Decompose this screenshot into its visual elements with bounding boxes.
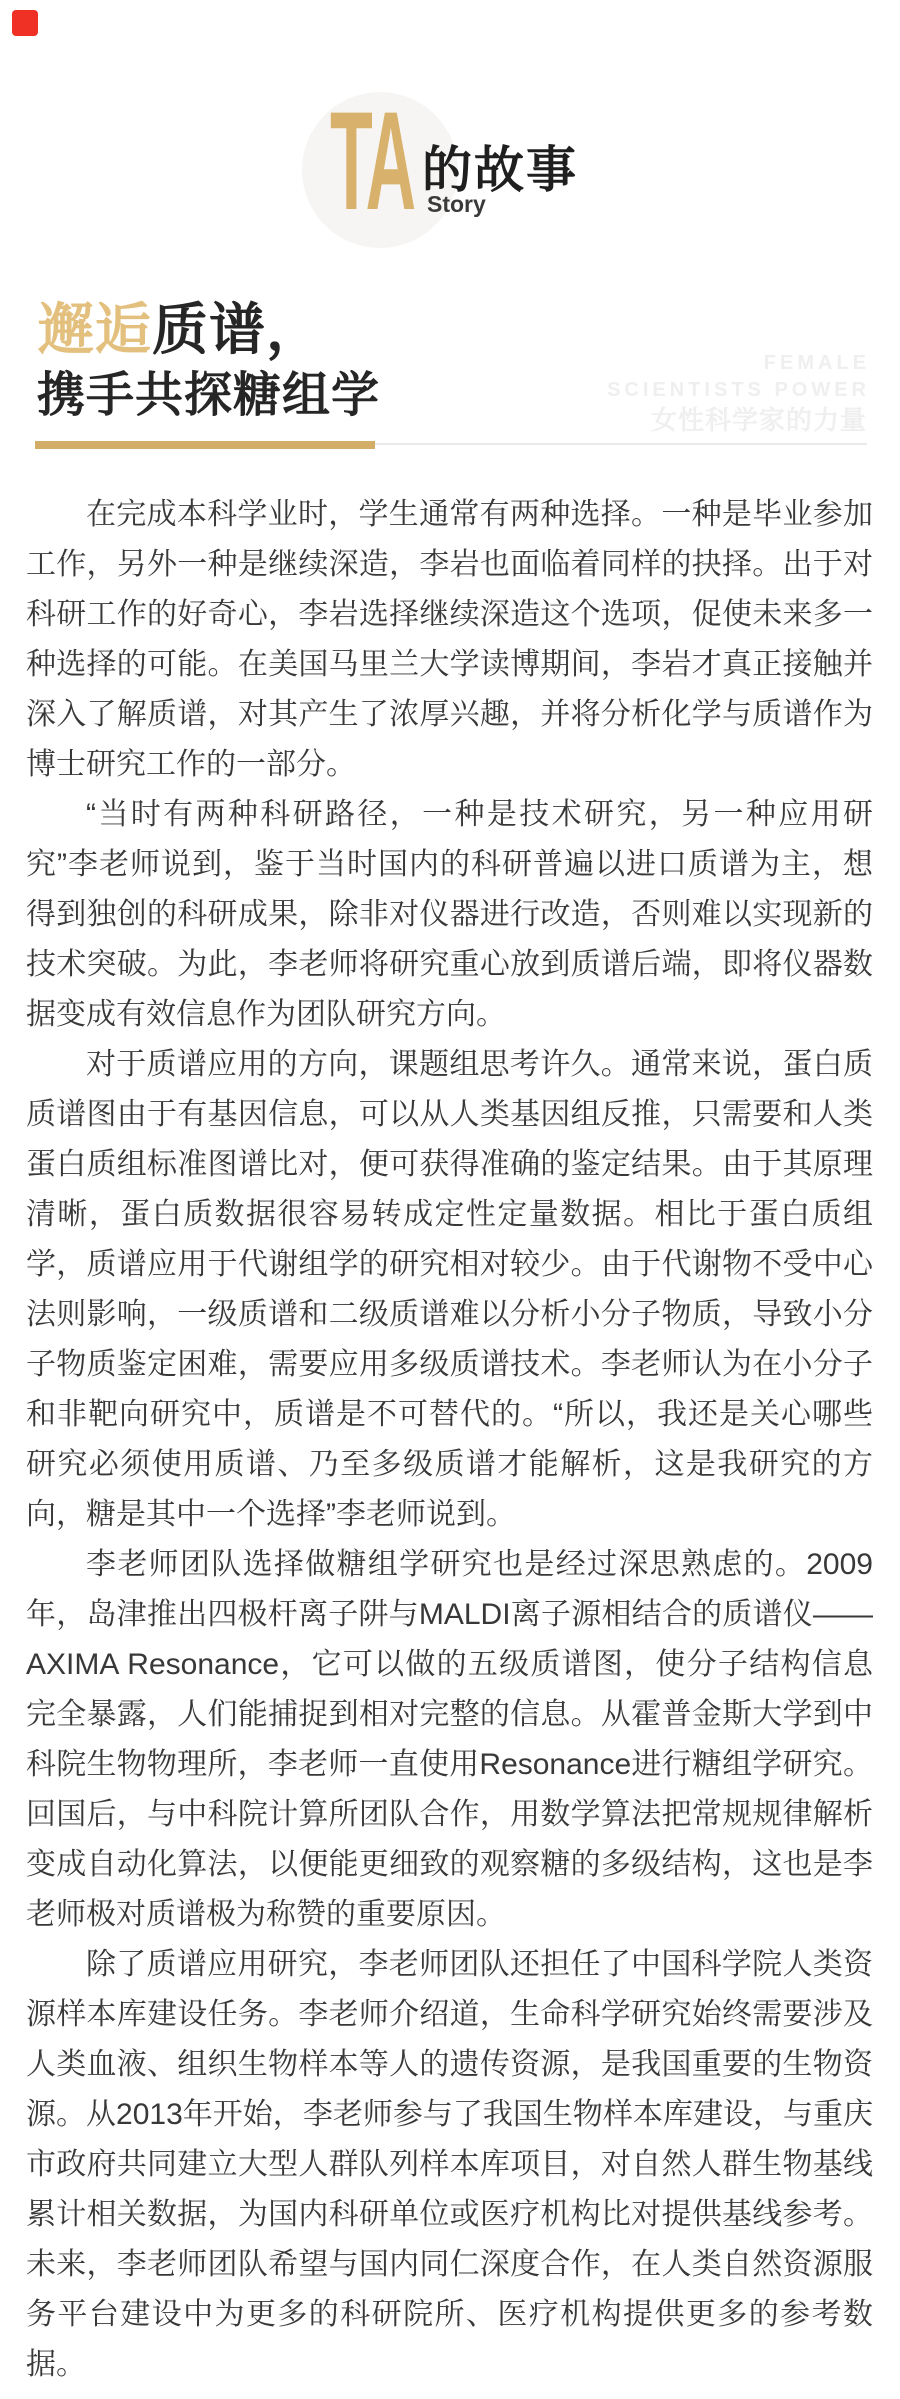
- watermark-line-2: SCIENTISTS POWER: [607, 379, 870, 401]
- logo-title-text: 的故事: [422, 142, 578, 198]
- title-underline-bar: [35, 441, 375, 449]
- page-title-line-1: [38, 300, 323, 362]
- paragraph-3: 对于质谱应用的方向，课题组思考许久。通常来说，蛋白质质谱图由于有基因信息，可以从人类基因组反推，只需要和人类蛋白质组标准图谱比对，便可获得准确的鉴定结果。由于其原理清晰，蛋白质数据很容易转成定性定量数据。相比于蛋白质组学，质谱应用于代谢组学的研究相对较少。由于代谢物不受中心法则影响，一级质谱和二级质谱难以分析小分子物质，导致小分子物质鉴定困难，需要应用多级质谱技术。李老师认为在小分子和非靶向研究中，质谱是不可替代的。“所以，我还是关心哪些研究必须使用质谱、乃至多级质谱才能解析，这是我研究的方向，糖是其中一个选择”李老师说到。: [26, 1048, 873, 1531]
- logo-ta-text: TA: [330, 82, 415, 239]
- watermark-line-1: FEMALE: [763, 352, 870, 374]
- watermark: [607, 350, 870, 435]
- logo-subtitle-text: Story: [427, 191, 486, 217]
- paragraph-2: “当时有两种科研路径，一种是技术研究，另一种应用研究”李老师说到，鉴于当时国内的科研普遍以进口质谱为主，想得到独创的科研成果，除非对仪器进行改造，否则难以实现新的技术突破。为此，李老师将研究重心放到质谱后端，即将仪器数据变成有效信息作为团队研究方向。: [26, 798, 873, 1031]
- page-title-line-2: 携手共探糖组学: [37, 369, 381, 422]
- title-underline-rule: [375, 443, 867, 445]
- red-corner-badge: [12, 10, 38, 36]
- paragraph-4: 李老师团队选择做糖组学研究也是经过深思熟虑的。2009年，岛津推出四极杆离子阱与MALDI离子源相结合的质谱仪——AXIMA Resonance，它可以做的五级质谱图，使分子结构信息完全暴露，人们能捕捉到相对完整的信息。从霍普金斯大学到中科院生物物理所，李老师一直使用Resonance进行糖组学研究。回国后，与中科院计算所团队合作，用数学算法把常规规律解析变成自动化算法，以便能更细致的观察糖的多级结构，这也是李老师极对质谱极为称赞的重要原因。: [26, 1548, 873, 1931]
- page-title-accent: 邂逅: [38, 300, 152, 362]
- page-title-rest: 质谱，: [152, 300, 323, 362]
- paragraph-1: 在完成本科学业时，学生通常有两种选择。一种是毕业参加工作，另外一种是继续深造，李岩也面临着同样的抉择。出于对科研工作的好奇心，李岩选择继续深造这个选项，促使未来多一种选择的可能。在美国马里兰大学读博期间，李岩才真正接触并深入了解质谱，对其产生了浓厚兴趣，并将分析化学与质谱作为博士研究工作的一部分。: [26, 498, 873, 781]
- watermark-line-3: 女性科学家的力量: [650, 405, 867, 435]
- paragraph-5: 除了质谱应用研究，李老师团队还担任了中国科学院人类资源样本库建设任务。李老师介绍道，生命科学研究始终需要涉及人类血液、组织生物样本等人的遗传资源，是我国重要的生物资源。从2013年开始，李老师参与了我国生物样本库建设，与重庆市政府共同建立大型人群队列样本库项目，对自然人群生物基线累计相关数据，为国内科研单位或医疗机构比对提供基线参考。未来，李老师团队希望与国内同仁深度合作，在人类自然资源服务平台建设中为更多的科研院所、医疗机构提供更多的参考数据。: [26, 1948, 873, 2381]
- article-body: [0, 490, 900, 2390]
